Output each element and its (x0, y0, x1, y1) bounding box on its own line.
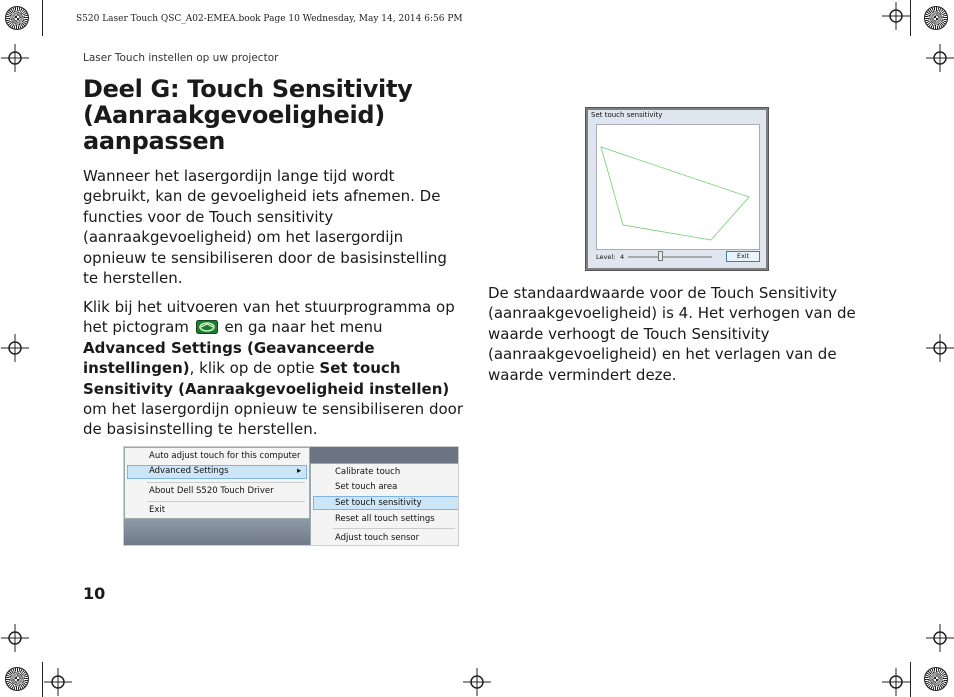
dialog-title: Set touch sensitivity (591, 111, 663, 119)
level-label: Level: (596, 253, 616, 261)
taskbar (124, 519, 310, 546)
submenu-item-touch-area[interactable]: Set touch area (335, 482, 398, 492)
crosshair-mark-right-bottom (926, 624, 954, 652)
crosshair-mark-left-bottom (1, 624, 29, 652)
menu-item-about[interactable]: About Dell S520 Touch Driver (149, 486, 274, 496)
submenu-item-touch-sensitivity[interactable]: Set touch sensitivity (335, 498, 422, 508)
crosshair-mark-top-center (882, 2, 910, 30)
dialog-body (588, 110, 766, 268)
context-menu-screenshot (123, 446, 459, 546)
sensitivity-slider-thumb[interactable] (658, 251, 663, 261)
intro-paragraph: Wanneer het lasergordijn lange tijd wordt gebruikt, kan de gevoeligheid iets afnemen. De functies voor de Touch sensitivity (aanraakgevoeligheid) om het lasergordijn opnieuw te sensibiliseren door de basisinstelling te herstellen. (83, 167, 447, 288)
registration-rosette-bottom-right (924, 667, 948, 691)
submenu-item-adjust-sensor[interactable]: Adjust touch sensor (335, 533, 420, 543)
instruction-text-1: Klik bij het uitvoeren van het stuurprogramma op het pictogram (83, 298, 455, 337)
crosshair-mark-left-middle (1, 334, 29, 362)
crop-mark-line (42, 662, 43, 697)
menu-separator (333, 528, 455, 529)
crosshair-mark-right-top (926, 44, 954, 72)
registration-rosette-top-left (5, 6, 29, 30)
crosshair-mark-right-middle (926, 334, 954, 362)
menu-item-auto-adjust[interactable]: Auto adjust touch for this computer (149, 451, 301, 461)
instruction-text-4: om het lasergordijn opnieuw te sensibiliseren door de basisinstelling te herstellen. (83, 400, 463, 439)
set-touch-sensitivity-term: Set touch Sensitivity (Aanraakgevoeligheid instellen) (83, 359, 450, 398)
touch-area-polygon (597, 125, 759, 249)
advanced-settings-term: Advanced Settings (Geavanceerde instellingen) (83, 338, 375, 378)
instruction-text-2: en ga naar het menu (224, 318, 383, 337)
submenu-item-reset[interactable]: Reset all touch settings (335, 514, 435, 524)
advanced-settings-submenu (310, 463, 459, 546)
menu-separator (147, 501, 305, 502)
submenu-item-calibrate[interactable]: Calibrate touch (335, 467, 401, 477)
touch-area-preview (596, 124, 760, 250)
touch-sensitivity-dialog (585, 107, 769, 271)
sensitivity-slider-track[interactable] (628, 256, 712, 258)
menu-separator (147, 482, 305, 483)
registration-rosette-bottom-left (5, 667, 29, 691)
registration-rosette-top-right (924, 6, 948, 30)
page-title: Deel G: Touch Sensitivity (Aanraakgevoeligheid) aanpassen (83, 75, 413, 155)
page-number: 10 (83, 584, 106, 603)
exit-button[interactable]: Exit (726, 251, 760, 262)
instruction-text-3: , klik op de optie (189, 359, 315, 378)
crosshair-mark-bottom-center (463, 668, 491, 696)
tray-context-menu (124, 447, 310, 519)
level-value: 4 (620, 253, 625, 261)
submenu-arrow-icon: ▸ (297, 466, 302, 476)
menu-item-exit[interactable]: Exit (149, 505, 166, 515)
laser-touch-tray-icon (196, 320, 218, 334)
running-header: Laser Touch instellen op uw projector (83, 52, 279, 64)
crosshair-mark-left-top (1, 44, 29, 72)
crosshair-mark-bottom-left (44, 668, 72, 696)
instruction-paragraph (83, 297, 463, 440)
crop-mark-line (910, 662, 911, 697)
crop-mark-line (910, 0, 911, 36)
menu-item-advanced-settings[interactable]: Advanced Settings (149, 466, 229, 476)
crop-mark-line (42, 0, 43, 36)
default-value-paragraph: De standaardwaarde voor de Touch Sensitivity (aanraakgevoeligheid) is 4. Het verhogen van de waarde verhoogt de Touch Sensitivity (aanraakgevoeligheid) en het verlagen van de waarde vermindert deze. (488, 284, 856, 384)
crosshair-mark-bottom-right (882, 668, 910, 696)
print-slug-header: S520 Laser Touch QSC_A02-EMEA.book Page 10 Wednesday, May 14, 2014 6:56 PM (76, 14, 463, 24)
